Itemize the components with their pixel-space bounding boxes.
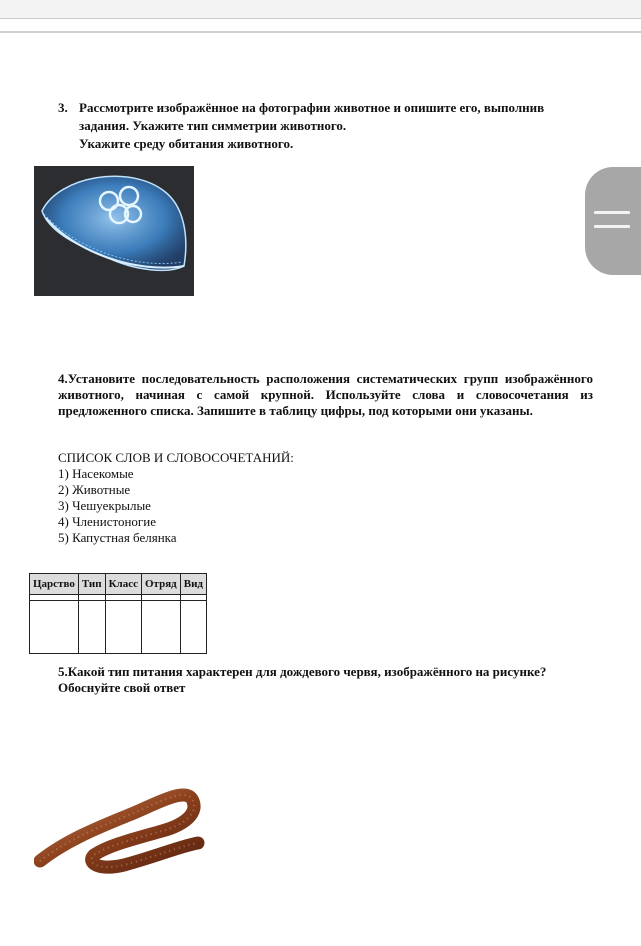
answer-cell-phylum[interactable] (78, 601, 105, 654)
answer-table (29, 573, 207, 654)
word-list-item: 5) Капустная белянка (58, 530, 177, 545)
word-list-item: 1) Насекомые (58, 466, 134, 481)
table-header-class: Класс (105, 574, 141, 595)
question-5-text: 5.Какой тип питания характерен для дождевого червя, изображённого на рисунке? (58, 664, 547, 679)
menu-icon (594, 211, 630, 214)
question-5 (58, 664, 593, 696)
word-list-item: 2) Животные (58, 482, 131, 497)
word-list-item: 3) Чешуекрылые (58, 498, 151, 513)
question-5-subtext: Обоснуйте свой ответ (58, 680, 186, 695)
table-header-species: Вид (180, 574, 206, 595)
answer-cell-kingdom[interactable] (30, 601, 79, 654)
word-list (58, 450, 294, 546)
question-3-line-2: задания. Укажите тип симметрии животного. (79, 118, 347, 133)
question-3 (58, 99, 593, 153)
menu-toggle-button[interactable] (585, 167, 641, 275)
earthworm-illustration (34, 737, 218, 918)
table-answer-row (30, 601, 207, 654)
table-header-row (30, 574, 207, 595)
question-3-line-1: Рассмотрите изображённое на фотографии животное и опишите его, выполнив (79, 100, 545, 115)
answer-cell-class[interactable] (105, 601, 141, 654)
word-list-item: 4) Членистоногие (58, 514, 156, 529)
jellyfish-illustration (34, 166, 194, 296)
top-toolbar (0, 0, 641, 19)
page-divider (0, 31, 641, 33)
question-4: 4.Установите последовательность расположения систематических групп изображённого животного, начиная с самой крупной. Используйте слова и словосочетания из предложенного списка. Запишите в таблицу цифры, под которыми они указаны. (58, 371, 593, 418)
answer-cell-order[interactable] (142, 601, 181, 654)
earthworm-photo (34, 737, 218, 918)
answer-cell-species[interactable] (180, 601, 206, 654)
question-3-number: 3. (58, 100, 68, 115)
table-header-kingdom: Царство (30, 574, 79, 595)
word-list-title: СПИСОК СЛОВ И СЛОВОСОЧЕТАНИЙ: (58, 450, 294, 465)
question-3-line-3: Укажите среду обитания животного. (79, 136, 294, 151)
table-header-phylum: Тип (78, 574, 105, 595)
table-header-order: Отряд (142, 574, 181, 595)
jellyfish-photo (34, 166, 194, 296)
menu-icon-bar (594, 225, 630, 228)
